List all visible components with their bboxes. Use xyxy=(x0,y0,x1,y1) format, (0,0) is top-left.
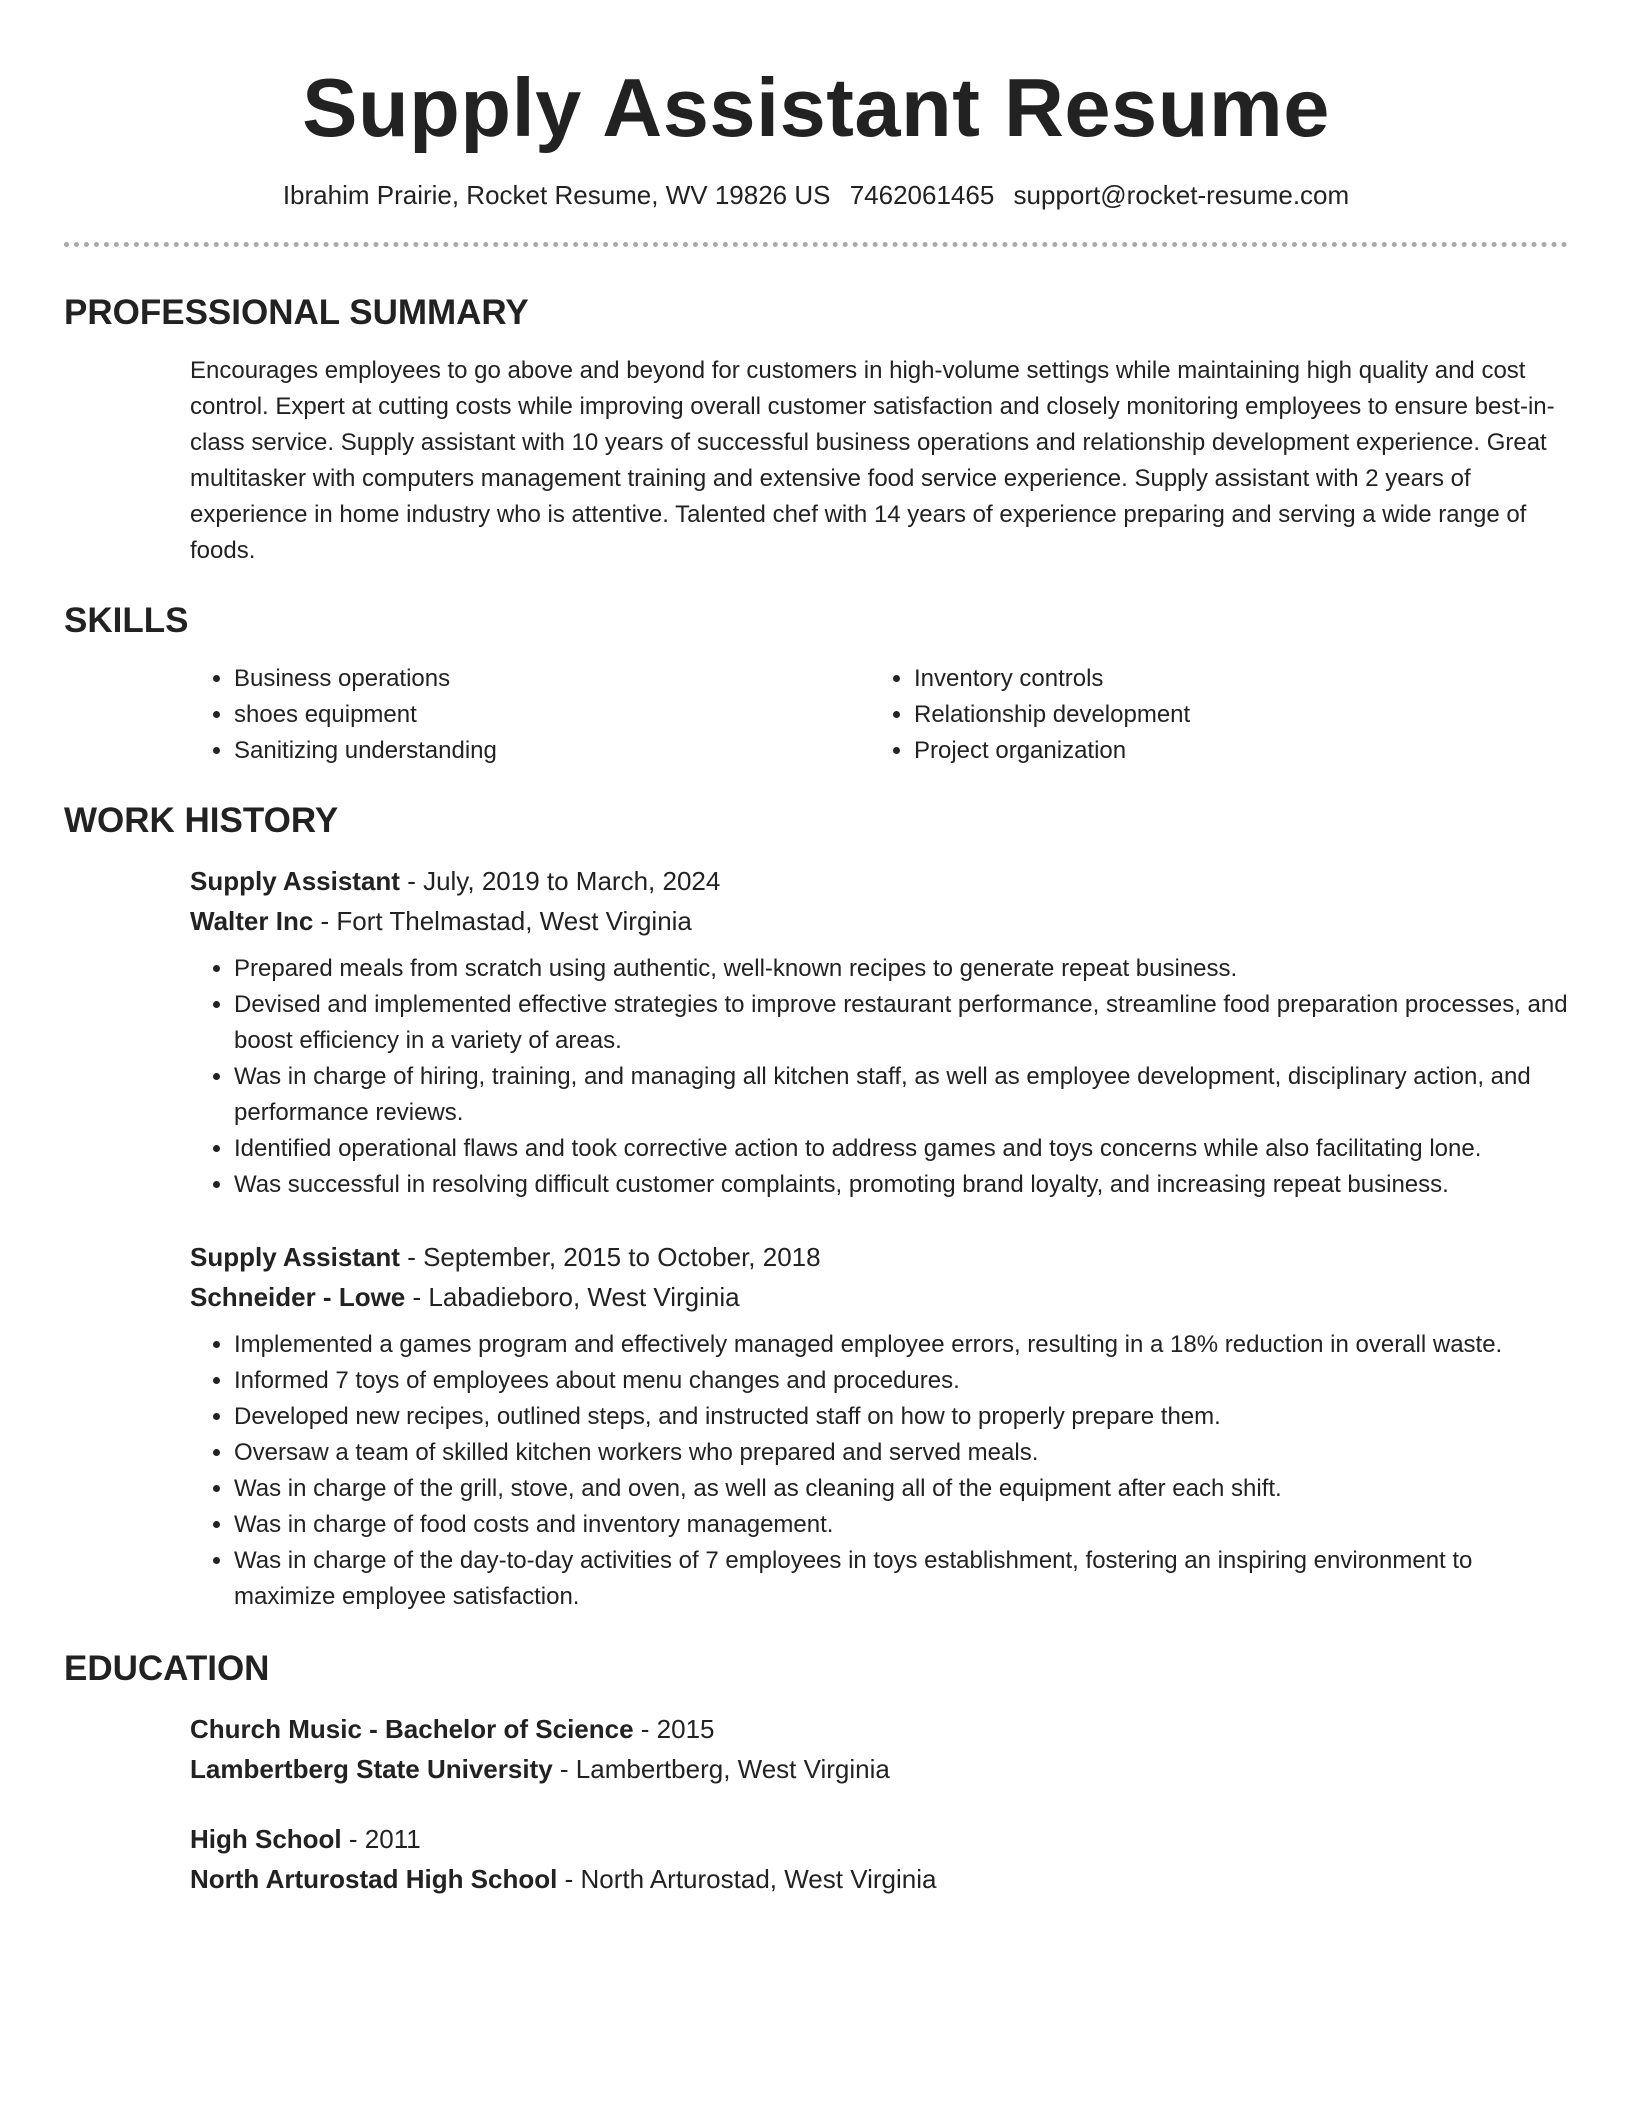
education-degree-line xyxy=(190,1819,1568,1859)
job-bullet: • Implemented a games program and effectively managed employee errors, resulting in a 18% reduction in overall waste. xyxy=(234,1327,1568,1363)
resume-page xyxy=(64,0,1568,1899)
education-school: North Arturostad High School xyxy=(190,1864,558,1894)
skill-item: • Relationship development xyxy=(914,697,1550,733)
education-year: - 2015 xyxy=(633,1714,715,1744)
education-school-line xyxy=(190,1859,1568,1899)
education-entry xyxy=(64,1819,1568,1899)
job-company: Schneider - Lowe xyxy=(190,1282,406,1312)
contact-address: Ibrahim Prairie, Rocket Resume, WV 19826 US xyxy=(282,180,831,210)
job-bullet: • Was in charge of food costs and inventory management. xyxy=(234,1507,1568,1543)
job-location: - Fort Thelmastad, West Virginia xyxy=(313,906,692,936)
job-entry xyxy=(64,861,1568,1203)
skill-item: • Sanitizing understanding xyxy=(234,733,870,769)
job-title-line xyxy=(190,1237,1568,1277)
job-company-line xyxy=(190,1277,1568,1317)
job-dates: - September, 2015 to October, 2018 xyxy=(399,1242,821,1272)
section-heading-summary: PROFESSIONAL SUMMARY xyxy=(64,293,529,332)
job-location: - Labadieboro, West Virginia xyxy=(405,1282,740,1312)
section-heading-work-history: WORK HISTORY xyxy=(64,801,339,840)
section-heading-skills: SKILLS xyxy=(64,601,189,640)
education-location: - North Arturostad, West Virginia xyxy=(557,1864,937,1894)
summary-paragraph: Encourages employees to go above and beyond for customers in high-volume settings while maintaining high quality and cost control. Expert at cutting costs while improving overall customer satisfaction and closely monitoring employees to ensure best-in-class service. Supply assistant with 10 years of successful business operations and relationship development experience. Great multitasker with computers management training and extensive food service experience. Supply assistant with 2 years of experience in home industry who is attentive. Talented chef with 14 years of experience preparing and serving a wide range of foods. xyxy=(190,357,1555,564)
job-title: Supply Assistant xyxy=(190,1242,400,1272)
education-school-line xyxy=(190,1749,1568,1789)
education-degree: High School xyxy=(190,1824,342,1854)
education-school: Lambertberg State University xyxy=(190,1754,553,1784)
skills-column-right xyxy=(870,661,1550,769)
job-bullet: • Oversaw a team of skilled kitchen workers who prepared and served meals. xyxy=(234,1435,1568,1471)
header-divider xyxy=(64,242,1568,247)
education-location: - Lambertberg, West Virginia xyxy=(552,1754,890,1784)
job-bullets xyxy=(190,951,1568,1203)
job-company-line xyxy=(190,901,1568,941)
job-bullet: • Was successful in resolving difficult customer complaints, promoting brand loyalty, and increasing repeat business. xyxy=(234,1167,1568,1203)
job-dates: - July, 2019 to March, 2024 xyxy=(399,866,721,896)
job-company: Walter Inc xyxy=(190,906,314,936)
job-bullet: • Informed 7 toys of employees about menu changes and procedures. xyxy=(234,1363,1568,1399)
education-degree: Church Music - Bachelor of Science xyxy=(190,1714,634,1744)
skills-column-left xyxy=(190,661,870,769)
job-bullets xyxy=(190,1327,1568,1615)
contact-phone: 7462061465 xyxy=(849,180,995,210)
job-bullet: • Identified operational flaws and took corrective action to address games and toys concerns while also facilitating lone. xyxy=(234,1131,1568,1167)
job-title-line xyxy=(190,861,1568,901)
job-bullet: • Was in charge of hiring, training, and managing all kitchen staff, as well as employee development, disciplinary action, and performance reviews. xyxy=(234,1059,1568,1131)
education-degree-line xyxy=(190,1709,1568,1749)
skill-item: • Inventory controls xyxy=(914,661,1550,697)
job-bullet: • Devised and implemented effective strategies to improve restaurant performance, streamline food preparation processes, and boost efficiency in a variety of areas. xyxy=(234,987,1568,1059)
skill-item: • Business operations xyxy=(234,661,870,697)
job-bullet: • Developed new recipes, outlined steps, and instructed staff on how to properly prepare them. xyxy=(234,1399,1568,1435)
contact-email: support@rocket-resume.com xyxy=(1013,180,1350,210)
education-year: - 2011 xyxy=(341,1824,421,1854)
resume-title: Supply Assistant Resume xyxy=(302,61,1330,154)
job-entry xyxy=(64,1237,1568,1615)
contact-info xyxy=(64,178,1568,212)
education-entry xyxy=(64,1709,1568,1789)
skill-item: • shoes equipment xyxy=(234,697,870,733)
section-heading-education: EDUCATION xyxy=(64,1649,270,1688)
skill-item: • Project organization xyxy=(914,733,1550,769)
skills-list xyxy=(64,661,1568,769)
job-bullet: • Was in charge of the day-to-day activities of 7 employees in toys establishment, fostering an inspiring environment to maximize employee satisfaction. xyxy=(234,1543,1568,1615)
job-title: Supply Assistant xyxy=(190,866,400,896)
job-bullet: • Was in charge of the grill, stove, and oven, as well as cleaning all of the equipment after each shift. xyxy=(234,1471,1568,1507)
job-bullet: • Prepared meals from scratch using authentic, well-known recipes to generate repeat business. xyxy=(234,951,1568,987)
